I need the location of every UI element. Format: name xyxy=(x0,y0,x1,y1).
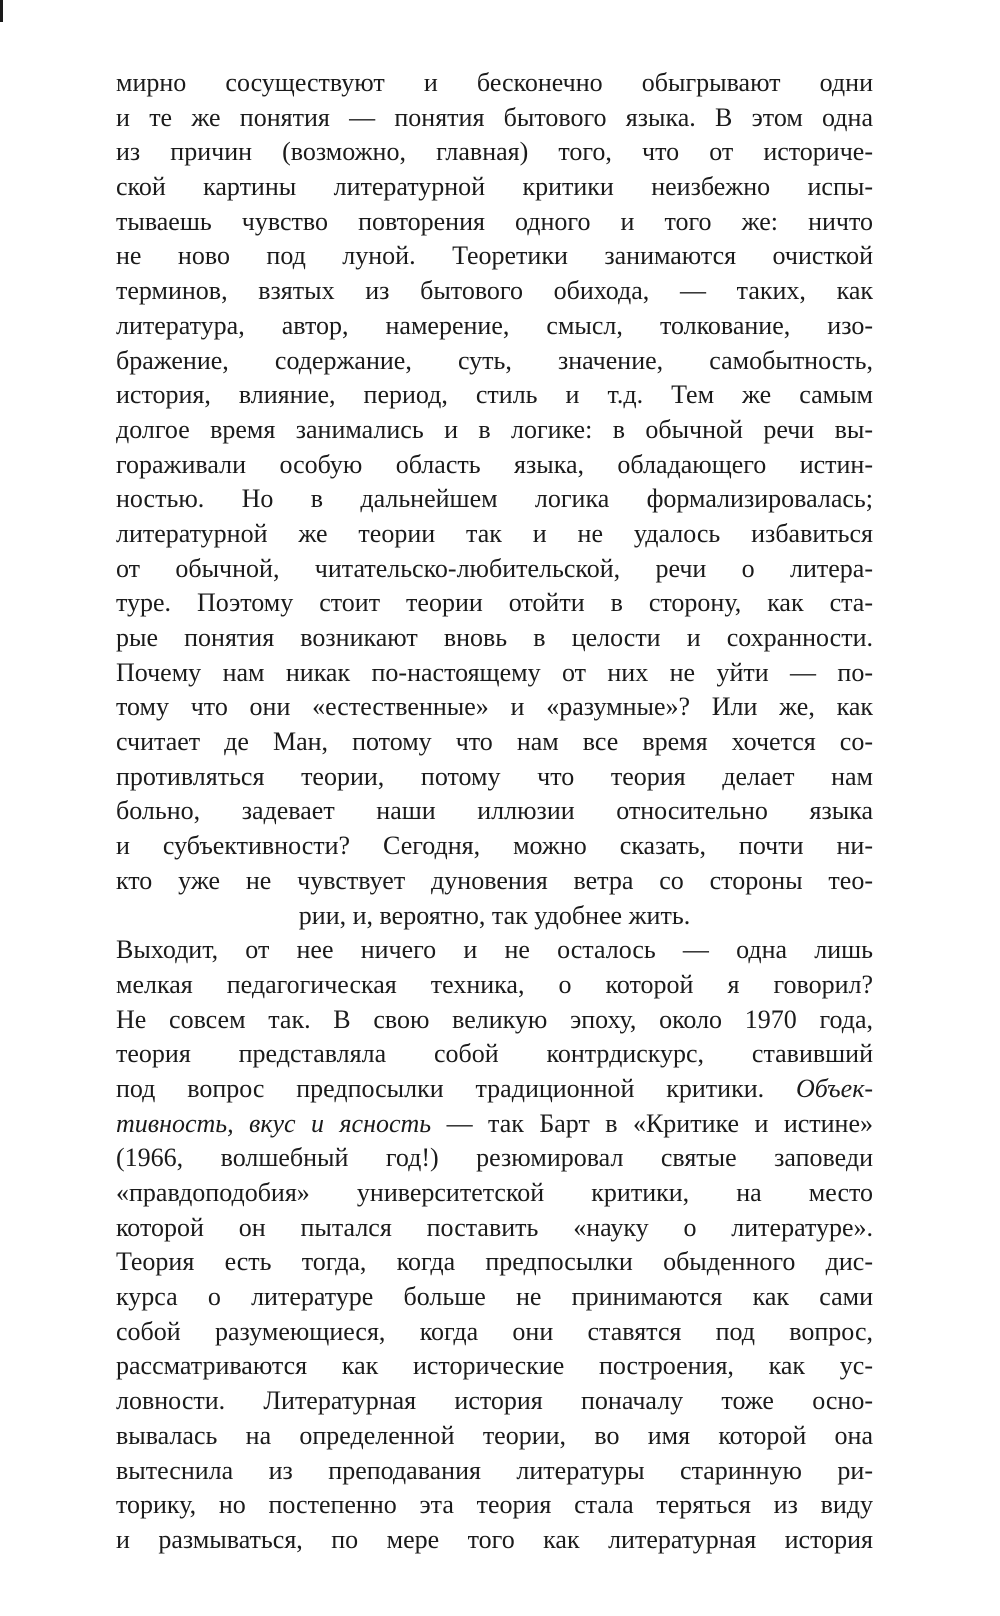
text-line: собой разумеющиеся, когда они ставятся под вопрос, xyxy=(116,1316,873,1346)
text-line: считает де Ман, потому что нам все время хочется со- xyxy=(116,727,873,757)
italic-phrase: Объек- xyxy=(795,1073,874,1103)
line-text: под вопрос предпосылки традиционной критики. xyxy=(116,1073,765,1103)
text-line: ской картины литературной критики неизбежно испы- xyxy=(116,172,873,202)
text-line: мелкая педагогическая техника, о которой я говорил? xyxy=(116,969,873,999)
text-line: Выходит, от нее ничего и не осталось — одна лишь xyxy=(116,935,873,965)
text-line: «правдоподобия» университетской критики, на место xyxy=(116,1178,873,1207)
text-line: ностью. Но в дальнейшем логика формализировалась; xyxy=(116,484,873,514)
text-line: вытеснила из преподавания литературы старинную ри- xyxy=(116,1455,873,1485)
text-line: гораживали особую область языка, обладающего истин- xyxy=(116,449,873,479)
text-line: мирно сосуществуют и бесконечно обыгрывают одни xyxy=(116,68,873,97)
text-line: долгое время занимались и в логике: в обычной речи вы- xyxy=(116,414,873,444)
text-line: туре. Поэтому стоит теории отойти в сторону, как ста- xyxy=(116,588,873,618)
text-line: которой он пытался поставить «науку о литературе». xyxy=(116,1212,873,1242)
body-text xyxy=(116,66,873,1558)
text-line: теория представляла собой контрдискурс, ставивший xyxy=(116,1039,873,1069)
text-line: история, влияние, период, стиль и т.д. Тем же самым xyxy=(116,380,873,410)
text-line: противляться теории, потому что теория делает нам xyxy=(116,761,873,791)
text-line: от обычной, читательско-любительской, речи о литера- xyxy=(116,553,873,583)
text-line: курса о литературе больше не принимаются как сами xyxy=(116,1282,873,1312)
text-line: литературной же теории так и не удалось избавиться xyxy=(116,518,873,548)
text-line: терминов, взятых из бытового обихода, — таких, как xyxy=(116,276,873,306)
text-line-mixed xyxy=(116,1107,873,1142)
text-line: Почему нам никак по-настоящему от них не уйти — по- xyxy=(116,657,873,687)
text-line: больно, задевает наши иллюзии относительно языка xyxy=(116,796,873,826)
text-line: и те же понятия — понятия бытового языка. В этом одна xyxy=(116,102,873,132)
text-line: вывалась на определенной теории, во имя которой она xyxy=(116,1420,873,1450)
text-line: рассматриваются как исторические построения, как ус- xyxy=(116,1351,873,1381)
text-line-mixed xyxy=(116,1072,873,1107)
text-line: и субъективности? Сегодня, можно сказать, почти ни- xyxy=(116,831,873,861)
italic-phrase: тивность, вкус и ясность xyxy=(116,1108,432,1138)
text-line: из причин (возможно, главная) того, что от историче- xyxy=(116,137,873,167)
text-line: литература, автор, намерение, смысл, толкование, изо- xyxy=(116,310,873,340)
text-line: и размываться, по мере того как литературная история xyxy=(116,1524,873,1554)
text-line: ловности. Литературная история поначалу тоже осно- xyxy=(116,1386,873,1416)
text-line: торику, но постепенно эта теория стала теряться из виду xyxy=(116,1490,873,1520)
text-line: кто уже не чувствует дуновения ветра со стороны тео- xyxy=(116,865,873,895)
text-line: тому что они «естественные» и «разумные»? Или же, как xyxy=(116,692,873,722)
text-line: (1966, волшебный год!) резюмировал святые заповеди xyxy=(116,1143,873,1173)
text-line: тываешь чувство повторения одного и того же: ничто xyxy=(116,206,873,236)
page-edge-mark xyxy=(0,0,3,22)
text-line: Теория есть тогда, когда предпосылки обыденного дис- xyxy=(116,1247,873,1277)
text-line: Не совсем так. В свою великую эпоху, около 1970 года, xyxy=(116,1004,873,1034)
text-line: не ново под луной. Теоретики занимаются очисткой xyxy=(116,241,873,271)
paragraph-end-line: рии, и, вероятно, так удобнее жить. xyxy=(298,900,691,930)
text-line: рые понятия возникают вновь в целости и сохранности. xyxy=(116,623,873,652)
line-text: — так Барт в «Критике и истине» xyxy=(431,1108,873,1138)
text-line: бражение, содержание, суть, значение, самобытность, xyxy=(116,345,873,375)
